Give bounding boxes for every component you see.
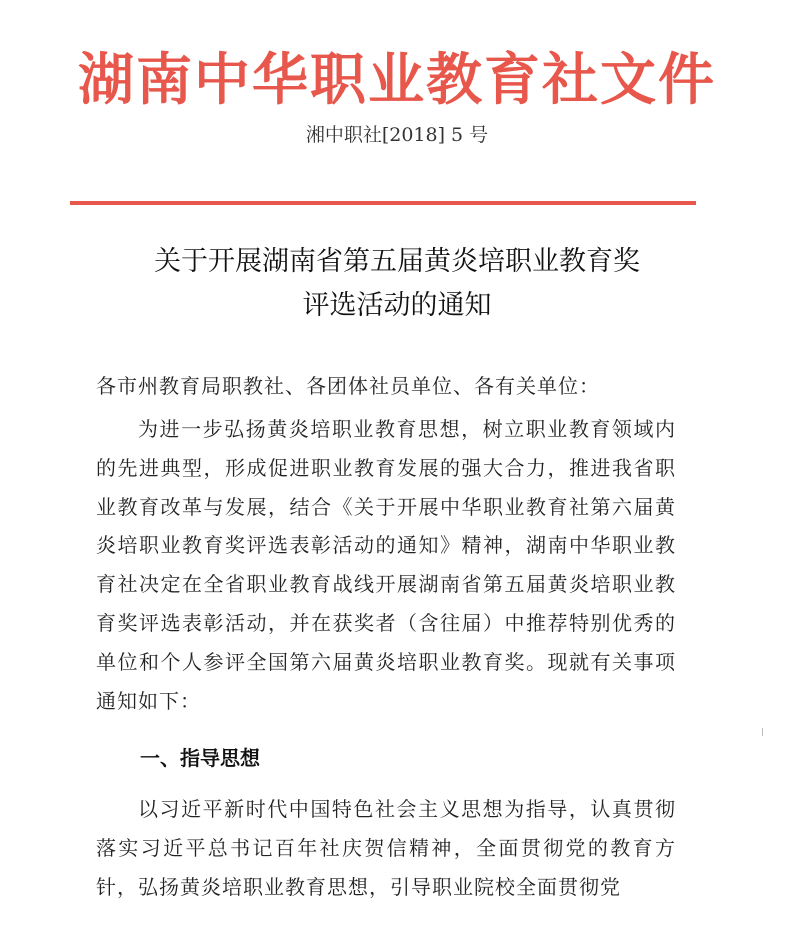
section-heading-guiding-ideology: 一、指导思想 [140,746,260,770]
red-divider-line [70,201,696,205]
scan-edge-mark [762,728,763,736]
notice-title-line2: 评选活动的通知 [302,290,492,321]
body-paragraph-2: 以习近平新时代中国特色社会主义思想为指导，认真贯彻落实习近平总书记百年社庆贺信精神，全面贯彻党的教育方针，弘扬黄炎培职业教育思想，引导职业院校全面贯彻党 [96,797,676,899]
body-paragraph-1: 为进一步弘扬黄炎培职业教育思想，树立职业教育领域内的先进典型，形成促进职业教育发展的强大合力，推进我省职业教育改革与发展，结合《关于开展中华职业教育社第六届黄炎培职业教育奖评选表彰活动的通知》精神，湖南中华职业教育社决定在全省职业教育战线开展湖南省第五届黄炎培职业教育奖评选表彰活动，并在获奖者（含往届）中推荐特别优秀的单位和个人参评全国第六届黄炎培职业教育奖。现就有关事项通知如下： [96,417,676,713]
addressee-line: 各市州教育局职教社、各团体社员单位、各有关单位： [96,374,600,398]
document-header-title: 湖南中华职业教育社文件 [78,48,716,113]
document-number: 湘中职社[2018] 5 号 [305,124,489,146]
notice-title [0,240,794,328]
notice-title-line1: 关于开展湖南省第五届黄炎培职业教育奖 [154,246,640,277]
